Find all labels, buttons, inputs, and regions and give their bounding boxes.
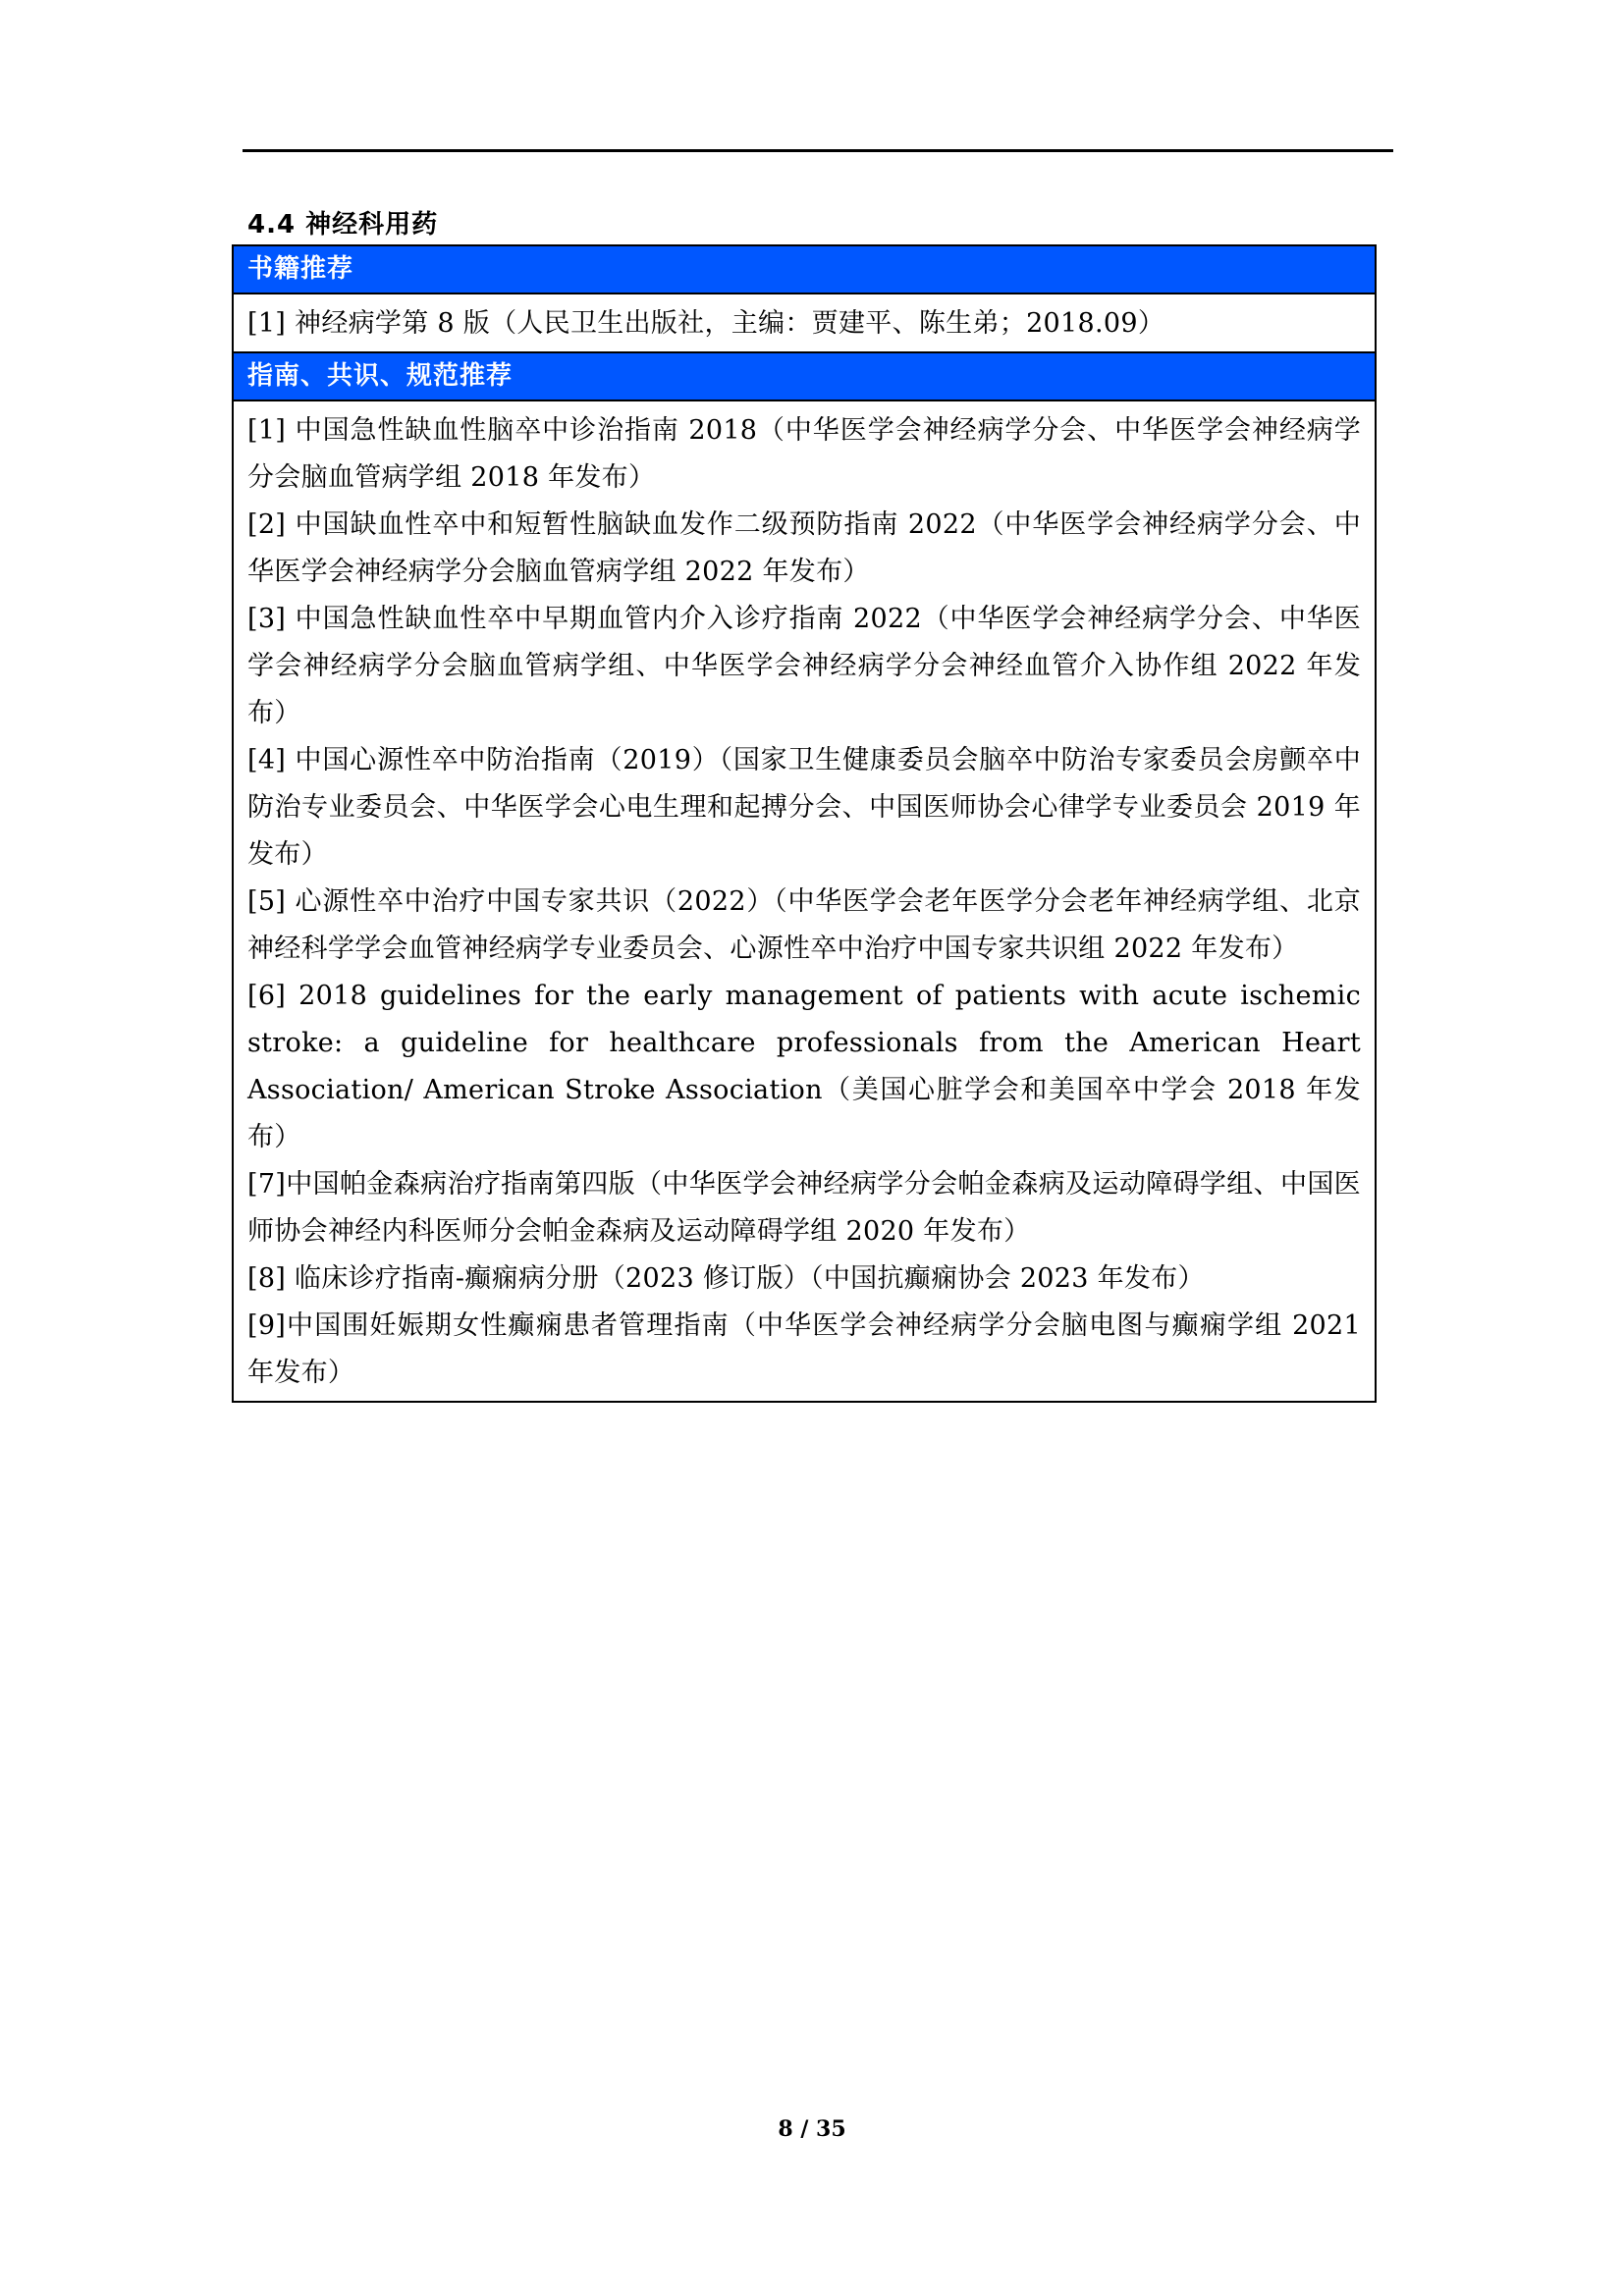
guidelines-list: [234, 401, 1375, 1401]
guideline-item: [9]中国围妊娠期女性癫痫患者管理指南（中华医学会神经病学分会脑电图与癫痫学组 2021 年发布）: [247, 1310, 1361, 1388]
book-item: [1] 神经病学第 8 版（人民卫生出版社，主编：贾建平、陈生弟；2018.09）: [247, 308, 1165, 339]
guideline-item: [7]中国帕金森病治疗指南第四版（中华医学会神经病学分会帕金森病及运动障碍学组、中国医师协会神经内科医师分会帕金森病及运动障碍学组 2020 年发布）: [247, 1169, 1361, 1247]
books-header: 书籍推荐: [234, 246, 1375, 294]
section-title: 4.4 神经科用药: [247, 210, 439, 240]
page-number: 8 / 35: [778, 2116, 846, 2142]
guideline-item: [4] 中国心源性卒中防治指南（2019）（国家卫生健康委员会脑卒中防治专家委员会房颤卒中防治专业委员会、中华医学会心电生理和起搏分会、中国医师协会心律学专业委员会 2019 年发布）: [247, 745, 1361, 870]
guideline-item: [5] 心源性卒中治疗中国专家共识（2022）（中华医学会老年医学分会老年神经病学组、北京神经科学学会血管神经病学专业委员会、心源性卒中治疗中国专家共识组 2022 年发布）: [247, 886, 1361, 964]
guideline-item: [3] 中国急性缺血性卒中早期血管内介入诊疗指南 2022（中华医学会神经病学分会、中华医学会神经病学分会脑血管病学组、中华医学会神经病学分会神经血管介入协作组 2022 年发布）: [247, 604, 1361, 728]
guidelines-header: 指南、共识、规范推荐: [234, 353, 1375, 401]
books-list: [234, 294, 1375, 353]
guideline-item: [2] 中国缺血性卒中和短暂性脑缺血发作二级预防指南 2022（中华医学会神经病学分会、中华医学会神经病学分会脑血管病学组 2022 年发布）: [247, 509, 1361, 587]
guideline-item: [1] 中国急性缺血性脑卒中诊治指南 2018（中华医学会神经病学分会、中华医学会神经病学分会脑血管病学组 2018 年发布）: [247, 415, 1361, 493]
header-rule: [243, 149, 1393, 152]
reference-table: [232, 244, 1377, 1403]
guideline-item: [8] 临床诊疗指南-癫痫病分册（2023 修订版）（中国抗癫痫协会 2023 年发布）: [247, 1263, 1205, 1294]
guideline-item: [6] 2018 guidelines for the early management of patients with acute ischemic stroke: a guideline for healthcare professionals from the American Heart Association/ American Stroke Association（美国心脏学会和美国卒中学会 2018 年发布）: [247, 981, 1361, 1152]
